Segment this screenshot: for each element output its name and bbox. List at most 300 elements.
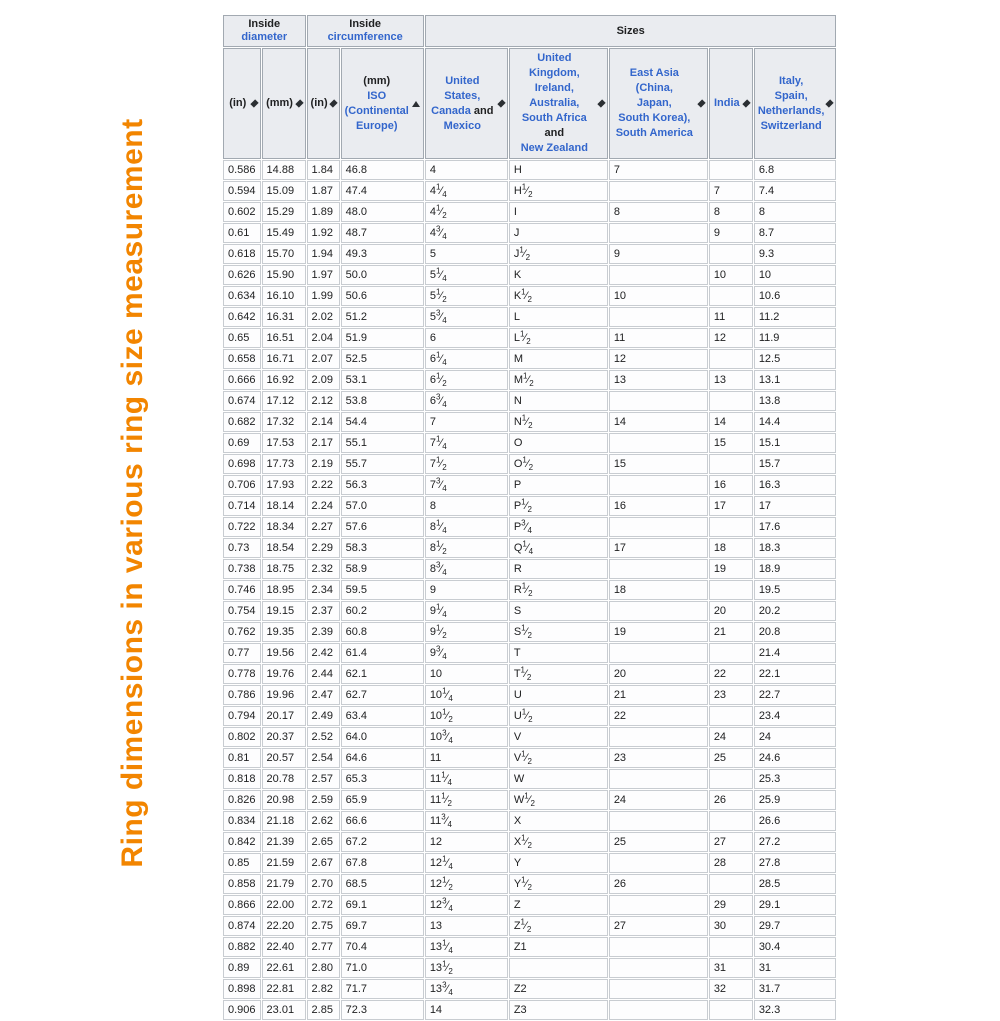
table-cell: 0.682 [223, 412, 261, 432]
table-row [223, 685, 836, 705]
table-cell: 0.69 [223, 433, 261, 453]
table-cell: 31 [709, 958, 753, 978]
table-cell: 22.7 [754, 685, 837, 705]
table-cell: 23 [609, 748, 708, 768]
table-cell: 20.8 [754, 622, 837, 642]
col-header-uk-ireland-australia[interactable] [509, 48, 608, 159]
table-cell: 8 [609, 202, 708, 222]
table-cell: 62.7 [341, 685, 424, 705]
col-header-east-asia-south-america[interactable] [609, 48, 708, 159]
table-cell: $10^1⁄_4$ [425, 685, 508, 705]
table-cell: 17.12 [262, 391, 306, 411]
table-cell: $7^3⁄_4$ [425, 475, 508, 495]
header-link[interactable]: South America [615, 127, 693, 139]
table-cell [609, 475, 708, 495]
table-cell: 19.56 [262, 643, 306, 663]
col-header-us-canada-mexico[interactable] [425, 48, 508, 159]
table-cell: 1.92 [307, 223, 340, 243]
table-cell: 71.0 [341, 958, 424, 978]
table-cell: $H^1⁄_2$ [509, 181, 608, 201]
header-text: Sizes [616, 24, 645, 37]
table-cell: 11 [709, 307, 753, 327]
table-cell: 25 [609, 832, 708, 852]
table-cell: X [509, 811, 608, 831]
table-cell: 2.04 [307, 328, 340, 348]
table-cell: 61.4 [341, 643, 424, 663]
table-cell: 52.5 [341, 349, 424, 369]
table-cell: 24 [709, 727, 753, 747]
table-body [223, 160, 836, 1020]
table-cell: 2.59 [307, 790, 340, 810]
table-cell: K [509, 265, 608, 285]
table-cell: 18.34 [262, 517, 306, 537]
table-cell: 18.9 [754, 559, 837, 579]
header-text: (in) [310, 97, 328, 109]
header-link[interactable]: circumference [327, 31, 403, 43]
table-row [223, 1000, 836, 1020]
sort-icon[interactable] [697, 99, 705, 107]
table-cell: $8^1⁄_4$ [425, 517, 508, 537]
table-cell: 2.17 [307, 433, 340, 453]
table-cell: 9 [709, 223, 753, 243]
table-cell: 24.6 [754, 748, 837, 768]
table-cell [609, 727, 708, 747]
table-cell: 67.2 [341, 832, 424, 852]
col-header-diameter-in[interactable] [223, 48, 261, 159]
header-link[interactable]: ISO [367, 89, 387, 102]
table-cell: 8 [425, 496, 508, 516]
table-cell: 2.75 [307, 916, 340, 936]
header-link[interactable]: Spain, [774, 89, 808, 102]
header-sizes [425, 15, 837, 47]
header-link[interactable]: (Continental [344, 104, 409, 117]
table-cell: 2.47 [307, 685, 340, 705]
table-cell: 2.12 [307, 391, 340, 411]
table-cell: 18 [709, 538, 753, 558]
table-cell: 58.9 [341, 559, 424, 579]
table-cell: 29.1 [754, 895, 837, 915]
table-cell: 0.738 [223, 559, 261, 579]
table-cell: 0.626 [223, 265, 261, 285]
table-cell [709, 811, 753, 831]
table-cell: 20 [609, 664, 708, 684]
table-cell: $Z^1⁄_2$ [509, 916, 608, 936]
table-cell [609, 559, 708, 579]
table-cell: 21.59 [262, 853, 306, 873]
table-cell: 26.6 [754, 811, 837, 831]
table-cell: 10.6 [754, 286, 837, 306]
table-cell: $O^1⁄_2$ [509, 454, 608, 474]
table-row [223, 769, 836, 789]
table-cell [609, 643, 708, 663]
header-link[interactable]: Italy, [779, 74, 804, 87]
table-cell: I [509, 202, 608, 222]
sort-icon[interactable] [742, 99, 750, 107]
table-cell: 0.762 [223, 622, 261, 642]
table-cell: 0.842 [223, 832, 261, 852]
table-cell [509, 958, 608, 978]
table-cell: 71.7 [341, 979, 424, 999]
table-cell: 23.4 [754, 706, 837, 726]
table-row [223, 370, 836, 390]
table-cell: U [509, 685, 608, 705]
table-cell: 16.10 [262, 286, 306, 306]
table-cell: 2.65 [307, 832, 340, 852]
table-cell: 67.8 [341, 853, 424, 873]
table-row [223, 748, 836, 768]
table-row [223, 706, 836, 726]
table-row [223, 832, 836, 852]
table-cell: 0.714 [223, 496, 261, 516]
header-link[interactable]: Australia, [529, 97, 580, 109]
table-cell: 0.81 [223, 748, 261, 768]
table-cell: $5^1⁄_2$ [425, 286, 508, 306]
header-link[interactable]: Netherlands, [757, 104, 825, 117]
table-cell: 2.70 [307, 874, 340, 894]
table-cell: 66.6 [341, 811, 424, 831]
table-cell: 15.7 [754, 454, 837, 474]
table-cell: 0.754 [223, 601, 261, 621]
table-cell [609, 601, 708, 621]
ring-size-table [222, 14, 837, 1021]
table-cell [709, 643, 753, 663]
header-link[interactable]: United States, [444, 74, 481, 102]
table-cell: 11 [425, 748, 508, 768]
table-cell: 47.4 [341, 181, 424, 201]
table-cell: 20.17 [262, 706, 306, 726]
table-cell: 31.7 [754, 979, 837, 999]
table-cell [709, 517, 753, 537]
group-header-row [223, 15, 836, 47]
table-cell: 1.89 [307, 202, 340, 222]
header-link[interactable]: Japan, [636, 97, 672, 109]
table-cell: 9 [425, 580, 508, 600]
table-cell: 14 [709, 412, 753, 432]
table-cell: 60.2 [341, 601, 424, 621]
table-row [223, 202, 836, 222]
table-cell: 18.95 [262, 580, 306, 600]
table-cell: 22 [609, 706, 708, 726]
table-cell: 6.8 [754, 160, 837, 180]
table-row [223, 874, 836, 894]
table-cell: 20.37 [262, 727, 306, 747]
table-cell: $P^3⁄_4$ [509, 517, 608, 537]
table-cell: $13^3⁄_4$ [425, 979, 508, 999]
table-cell: 31 [754, 958, 837, 978]
table-cell [709, 769, 753, 789]
table-row [223, 538, 836, 558]
table-cell: 22.40 [262, 937, 306, 957]
table-row [223, 727, 836, 747]
table-cell: $J^1⁄_2$ [509, 244, 608, 264]
table-row [223, 496, 836, 516]
table-cell: 10 [754, 265, 837, 285]
table-cell: $W^1⁄_2$ [509, 790, 608, 810]
table-cell: 8 [754, 202, 837, 222]
table-cell: 15.49 [262, 223, 306, 243]
table-row [223, 223, 836, 243]
table-cell: 19 [709, 559, 753, 579]
table-cell: 0.866 [223, 895, 261, 915]
table-cell: 55.7 [341, 454, 424, 474]
sort-icon[interactable] [250, 99, 258, 107]
table-cell: 23.01 [262, 1000, 306, 1020]
table-cell: 1.84 [307, 160, 340, 180]
table-cell: 2.19 [307, 454, 340, 474]
table-cell: 14 [609, 412, 708, 432]
table-cell: 0.602 [223, 202, 261, 222]
table-cell [609, 1000, 708, 1020]
table-cell: 18.3 [754, 538, 837, 558]
table-cell [609, 811, 708, 831]
table-cell: 22.00 [262, 895, 306, 915]
table-row [223, 622, 836, 642]
table-row [223, 349, 836, 369]
table-cell: 28.5 [754, 874, 837, 894]
table-cell: 53.8 [341, 391, 424, 411]
table-cell [709, 160, 753, 180]
table-cell [709, 349, 753, 369]
header-link[interactable]: South Africa [521, 112, 587, 124]
table-cell: 0.77 [223, 643, 261, 663]
table-cell: 21.18 [262, 811, 306, 831]
table-cell: 20.57 [262, 748, 306, 768]
table-cell: $10^3⁄_4$ [425, 727, 508, 747]
table-row [223, 328, 836, 348]
table-cell: 64.0 [341, 727, 424, 747]
sort-icon[interactable] [329, 99, 337, 107]
table-cell: 2.67 [307, 853, 340, 873]
table-cell: Z2 [509, 979, 608, 999]
header-link[interactable]: Switzerland [760, 119, 822, 132]
table-cell: 12 [709, 328, 753, 348]
header-text: (in) [229, 97, 247, 109]
table-cell: $T^1⁄_2$ [509, 664, 608, 684]
table-cell: 25.9 [754, 790, 837, 810]
table-cell: 11.9 [754, 328, 837, 348]
table-cell: 22.61 [262, 958, 306, 978]
col-header-italy-spain-netherlands-switzerland[interactable] [754, 48, 837, 159]
table-cell: 15.1 [754, 433, 837, 453]
table-row [223, 265, 836, 285]
header-link[interactable]: Europe) [355, 119, 398, 132]
table-cell: $8^3⁄_4$ [425, 559, 508, 579]
table-cell: 2.24 [307, 496, 340, 516]
table-cell: 53.1 [341, 370, 424, 390]
table-cell: 13 [709, 370, 753, 390]
sort-icon[interactable] [597, 99, 605, 107]
table-cell: Z1 [509, 937, 608, 957]
figure-caption: Ring dimensions in various ring size measurement [116, 118, 149, 868]
table-row [223, 391, 836, 411]
table-row [223, 559, 836, 579]
table-cell: V [509, 727, 608, 747]
table-cell: 69.7 [341, 916, 424, 936]
table-cell: 16.92 [262, 370, 306, 390]
table-cell: 63.4 [341, 706, 424, 726]
table-cell [709, 706, 753, 726]
table-cell: $K^1⁄_2$ [509, 286, 608, 306]
table-cell: 32.3 [754, 1000, 837, 1020]
table-cell: $Q^1⁄_4$ [509, 538, 608, 558]
table-cell: $6^1⁄_2$ [425, 370, 508, 390]
sort-icon[interactable] [295, 99, 303, 107]
table-cell: $U^1⁄_2$ [509, 706, 608, 726]
table-cell: $13^1⁄_4$ [425, 937, 508, 957]
table-cell: $12^1⁄_2$ [425, 874, 508, 894]
table-row [223, 244, 836, 264]
table-cell: 2.39 [307, 622, 340, 642]
header-link[interactable]: diameter [241, 31, 288, 43]
table-cell: 22.20 [262, 916, 306, 936]
table-cell: 14.4 [754, 412, 837, 432]
table-cell: 24 [754, 727, 837, 747]
table-cell: 17.73 [262, 454, 306, 474]
table-cell: 4 [425, 160, 508, 180]
table-cell [609, 517, 708, 537]
table-cell: $P^1⁄_2$ [509, 496, 608, 516]
table-cell: 0.778 [223, 664, 261, 684]
table-cell: 0.85 [223, 853, 261, 873]
table-cell [709, 391, 753, 411]
table-cell: 22.81 [262, 979, 306, 999]
table-cell: 10 [425, 664, 508, 684]
table-cell: 0.858 [223, 874, 261, 894]
col-header-diameter-mm[interactable] [262, 48, 306, 159]
table-cell: $13^1⁄_2$ [425, 958, 508, 978]
table-cell: 0.786 [223, 685, 261, 705]
col-header-circumference-mm-iso[interactable] [341, 48, 424, 159]
table-cell: 0.61 [223, 223, 261, 243]
table-cell: 0.666 [223, 370, 261, 390]
table-cell: 27.2 [754, 832, 837, 852]
table-cell: 9 [609, 244, 708, 264]
table-cell: 25.3 [754, 769, 837, 789]
table-cell: 19 [609, 622, 708, 642]
header-link[interactable]: United Kingdom, [528, 52, 580, 79]
table-cell [609, 895, 708, 915]
table-cell: R [509, 559, 608, 579]
table-cell: 16 [709, 475, 753, 495]
table-cell: 17 [709, 496, 753, 516]
table-cell: 49.3 [341, 244, 424, 264]
table-cell [609, 769, 708, 789]
col-header-india[interactable] [709, 48, 753, 159]
table-cell: 1.97 [307, 265, 340, 285]
table-cell: $7^1⁄_4$ [425, 433, 508, 453]
table-cell: 2.07 [307, 349, 340, 369]
table-cell: 15.90 [262, 265, 306, 285]
table-cell: 17.6 [754, 517, 837, 537]
table-cell: $M^1⁄_2$ [509, 370, 608, 390]
header-link[interactable]: Canada [431, 104, 471, 117]
header-link[interactable]: Mexico [443, 119, 481, 132]
table-cell: 12.5 [754, 349, 837, 369]
table-cell: 32 [709, 979, 753, 999]
header-link[interactable]: India [713, 97, 740, 109]
table-cell: 30.4 [754, 937, 837, 957]
table-row [223, 286, 836, 306]
table-cell: $9^1⁄_2$ [425, 622, 508, 642]
table-cell: 0.818 [223, 769, 261, 789]
table-row [223, 958, 836, 978]
table-cell: P [509, 475, 608, 495]
table-cell: 8.7 [754, 223, 837, 243]
table-cell: 9.3 [754, 244, 837, 264]
header-link[interactable]: Ireland, [534, 82, 574, 94]
sort-ascending-icon[interactable] [412, 101, 420, 107]
table-cell [609, 391, 708, 411]
table-cell: 70.4 [341, 937, 424, 957]
table-cell: 0.722 [223, 517, 261, 537]
table-cell: $V^1⁄_2$ [509, 748, 608, 768]
table-cell: $9^1⁄_4$ [425, 601, 508, 621]
table-cell [609, 307, 708, 327]
sort-icon[interactable] [826, 99, 834, 107]
table-cell: 0.642 [223, 307, 261, 327]
table-cell: 2.85 [307, 1000, 340, 1020]
table-cell: 12 [609, 349, 708, 369]
header-link[interactable]: New Zealand [520, 142, 588, 154]
header-inside-circumference[interactable] [307, 15, 424, 47]
table-cell: 15.09 [262, 181, 306, 201]
sort-icon[interactable] [497, 99, 505, 107]
table-cell: 2.72 [307, 895, 340, 915]
table-cell: 1.99 [307, 286, 340, 306]
table-cell: $9^3⁄_4$ [425, 643, 508, 663]
table-cell: 57.0 [341, 496, 424, 516]
table-cell: 2.29 [307, 538, 340, 558]
table-cell [609, 223, 708, 243]
table-cell: 0.794 [223, 706, 261, 726]
table-cell: 2.22 [307, 475, 340, 495]
table-row [223, 916, 836, 936]
table-cell: $L^1⁄_2$ [509, 328, 608, 348]
table-cell: 20.78 [262, 769, 306, 789]
header-inside-diameter[interactable] [223, 15, 306, 47]
table-cell: 51.9 [341, 328, 424, 348]
table-cell: 0.73 [223, 538, 261, 558]
col-header-circumference-in[interactable] [307, 48, 340, 159]
table-cell: 16.3 [754, 475, 837, 495]
table-cell: 0.882 [223, 937, 261, 957]
table-cell: 2.02 [307, 307, 340, 327]
table-cell: 15 [609, 454, 708, 474]
table-cell: 16 [609, 496, 708, 516]
table-cell: M [509, 349, 608, 369]
table-cell: 15 [709, 433, 753, 453]
table-cell: $S^1⁄_2$ [509, 622, 608, 642]
table-cell: $12^3⁄_4$ [425, 895, 508, 915]
table-cell: 16.71 [262, 349, 306, 369]
table-cell: $4^1⁄_4$ [425, 181, 508, 201]
table-cell: 2.14 [307, 412, 340, 432]
table-cell [609, 937, 708, 957]
table-cell: $Y^1⁄_2$ [509, 874, 608, 894]
table-cell: 1.94 [307, 244, 340, 264]
table-row [223, 412, 836, 432]
table-cell: 15.29 [262, 202, 306, 222]
table-cell: 2.54 [307, 748, 340, 768]
table-row [223, 853, 836, 873]
header-link[interactable]: East Asia (China, [629, 67, 679, 94]
table-cell [609, 958, 708, 978]
header-link[interactable]: South Korea), [618, 112, 691, 124]
table-row [223, 790, 836, 810]
table-cell: 2.57 [307, 769, 340, 789]
table-cell: 0.618 [223, 244, 261, 264]
table-cell: 60.8 [341, 622, 424, 642]
